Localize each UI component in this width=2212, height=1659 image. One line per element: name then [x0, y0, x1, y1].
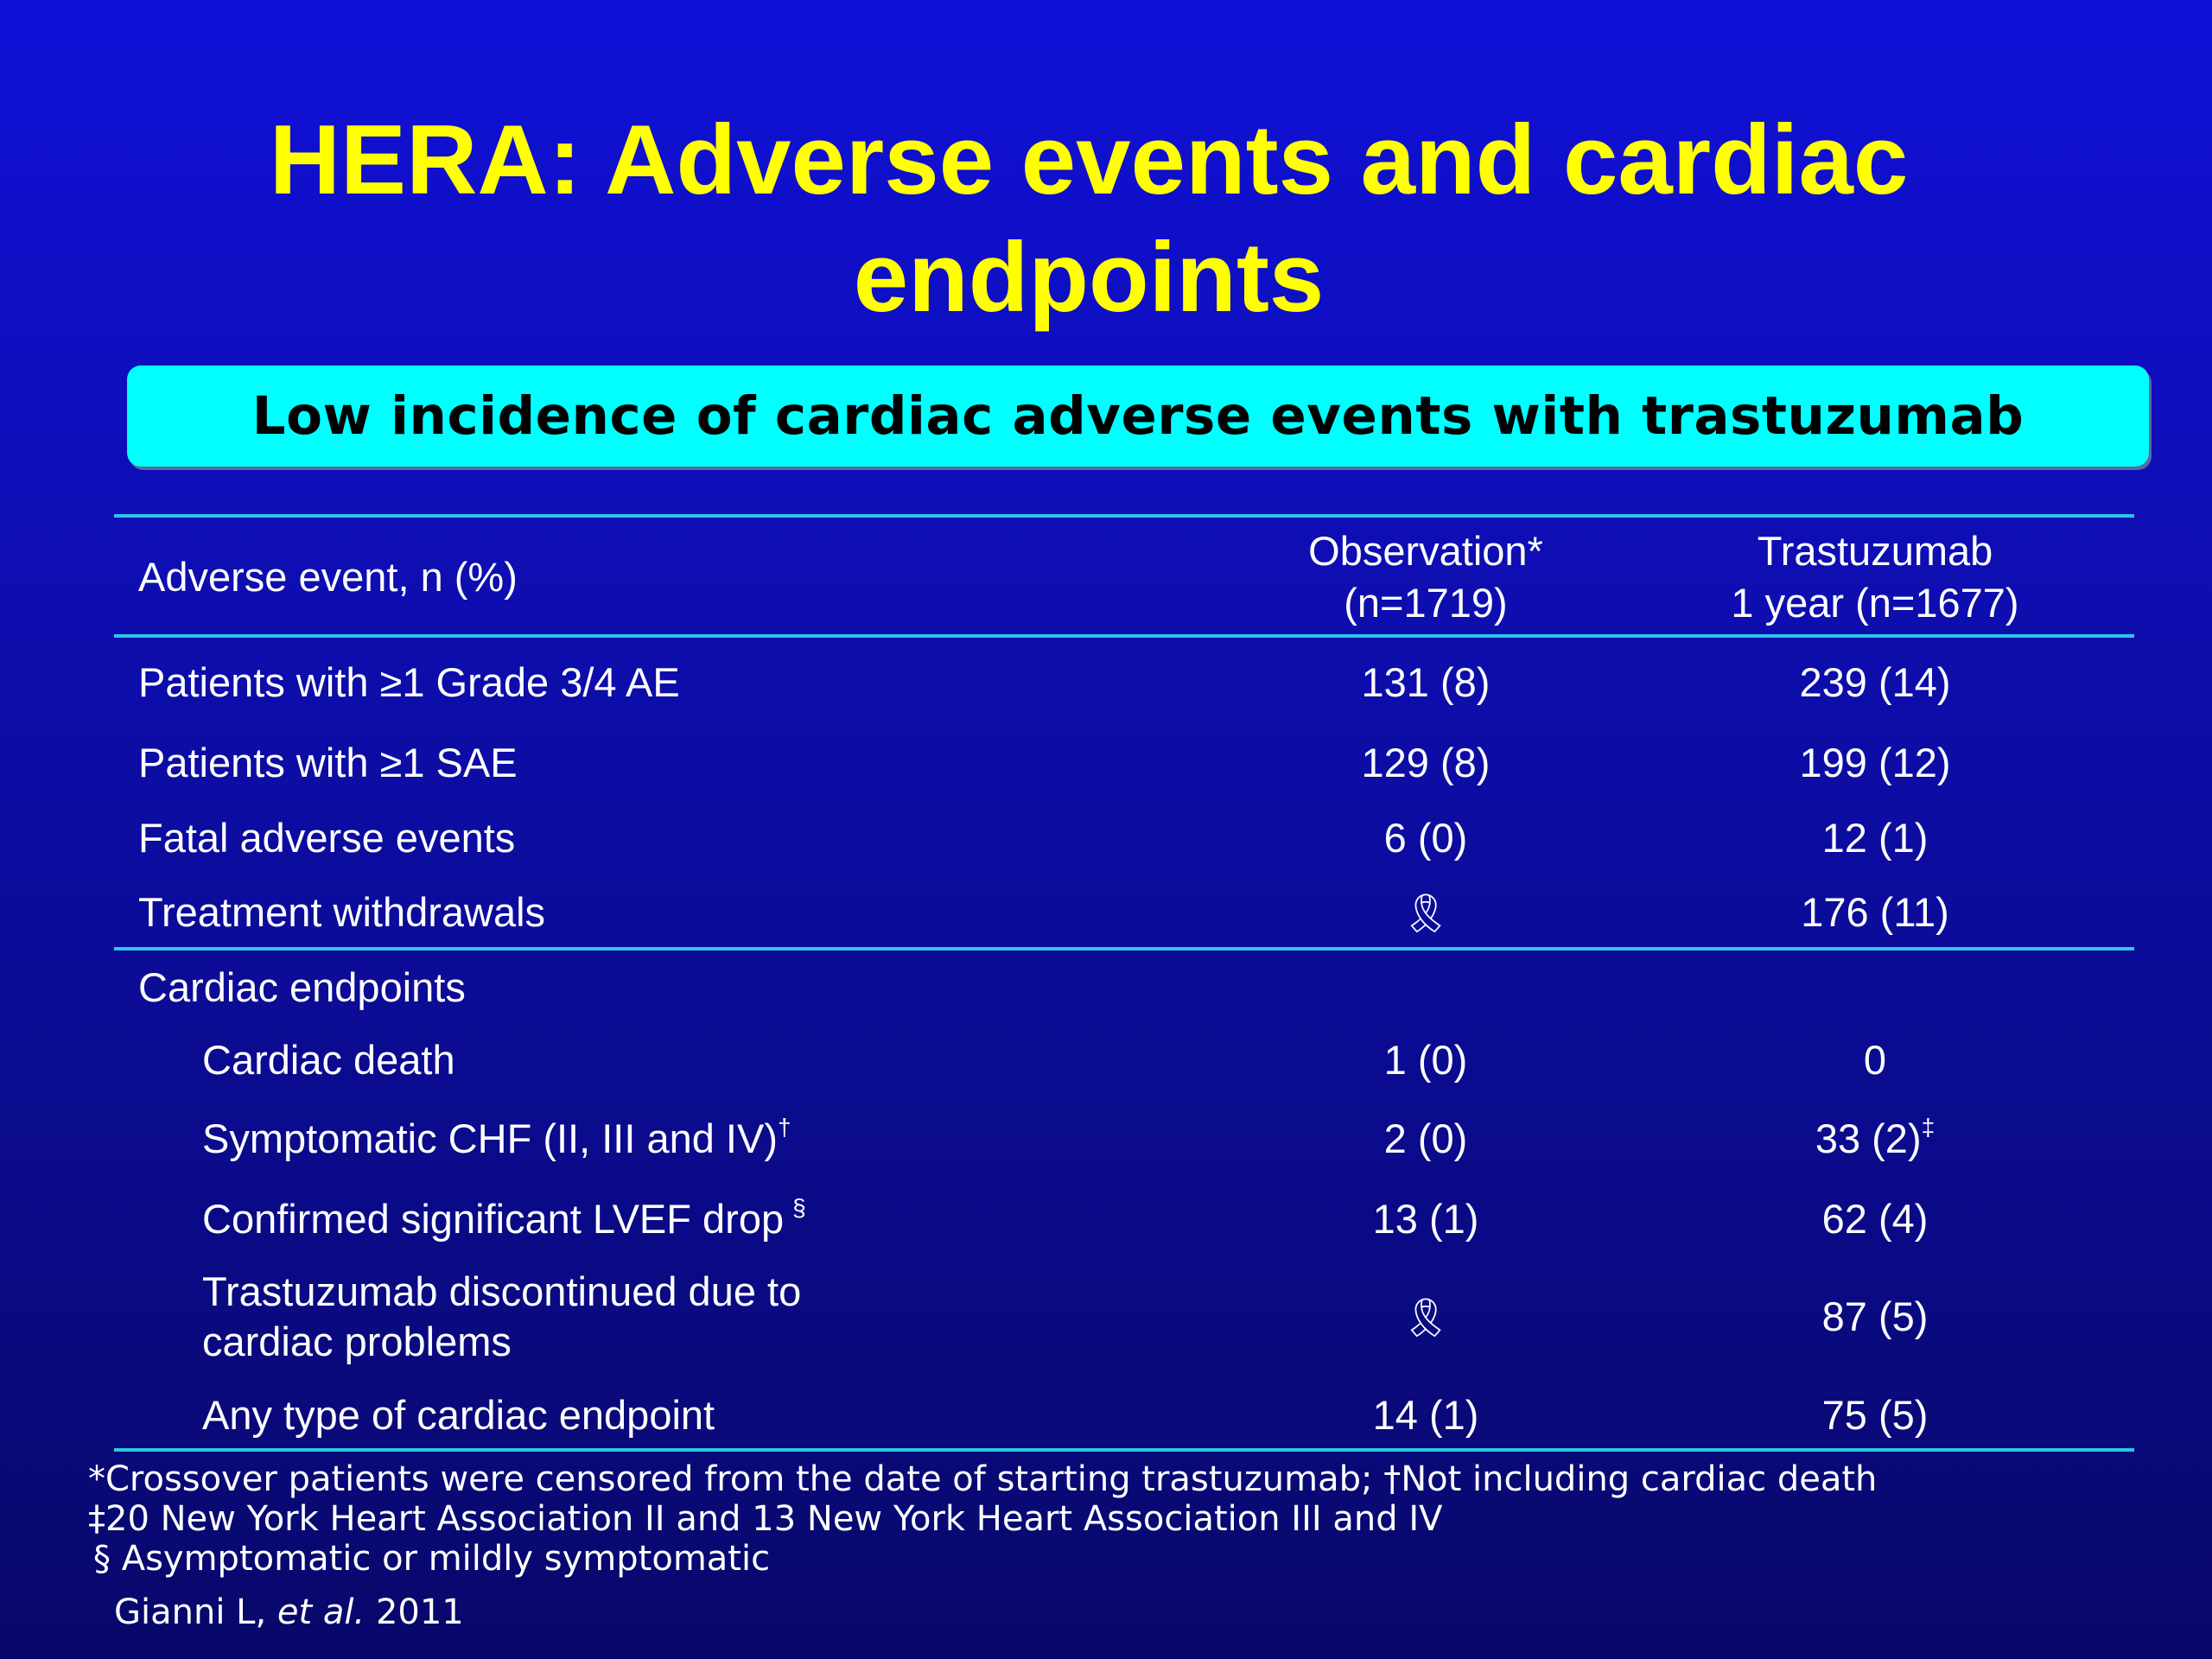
header-rule	[114, 634, 2134, 638]
header-adverse-event: Adverse event, n (%)	[138, 554, 518, 600]
key-message-banner	[127, 365, 2149, 467]
footnote-line: § Asymptomatic or mildly symptomatic	[93, 1539, 771, 1579]
ribbon-icon: 🎗	[1402, 1296, 1450, 1340]
ribbon-icon: 🎗	[1402, 892, 1450, 936]
footnote-line: *Crossover patients were censored from the date of starting trastuzumab; †Not including cardiac death	[88, 1459, 1878, 1499]
dagger-footnote-mark: †	[778, 1114, 791, 1141]
slide-title: HERA: Adverse events and cardiac endpoints	[269, 105, 1909, 333]
section-footnote-mark: §	[792, 1194, 806, 1221]
header-observation: Observation* (n=1719)	[1308, 528, 1543, 626]
citation: Gianni L, et al. 2011	[114, 1592, 464, 1632]
double-dagger-footnote-mark: ‡	[1921, 1114, 1936, 1141]
section-label-cardiac: Cardiac endpoints	[138, 964, 466, 1010]
section-rule	[114, 947, 2134, 950]
footnote-line: ‡20 New York Heart Association II and 13 New York Heart Association III and IV	[88, 1499, 1443, 1539]
banner-text: Low incidence of cardiac adverse events with trastuzumab	[251, 385, 2024, 447]
table-top-rule	[114, 514, 2134, 518]
header-trastuzumab: Trastuzumab 1 year (n=1677)	[1731, 528, 2019, 626]
table-bottom-rule	[114, 1448, 2134, 1452]
